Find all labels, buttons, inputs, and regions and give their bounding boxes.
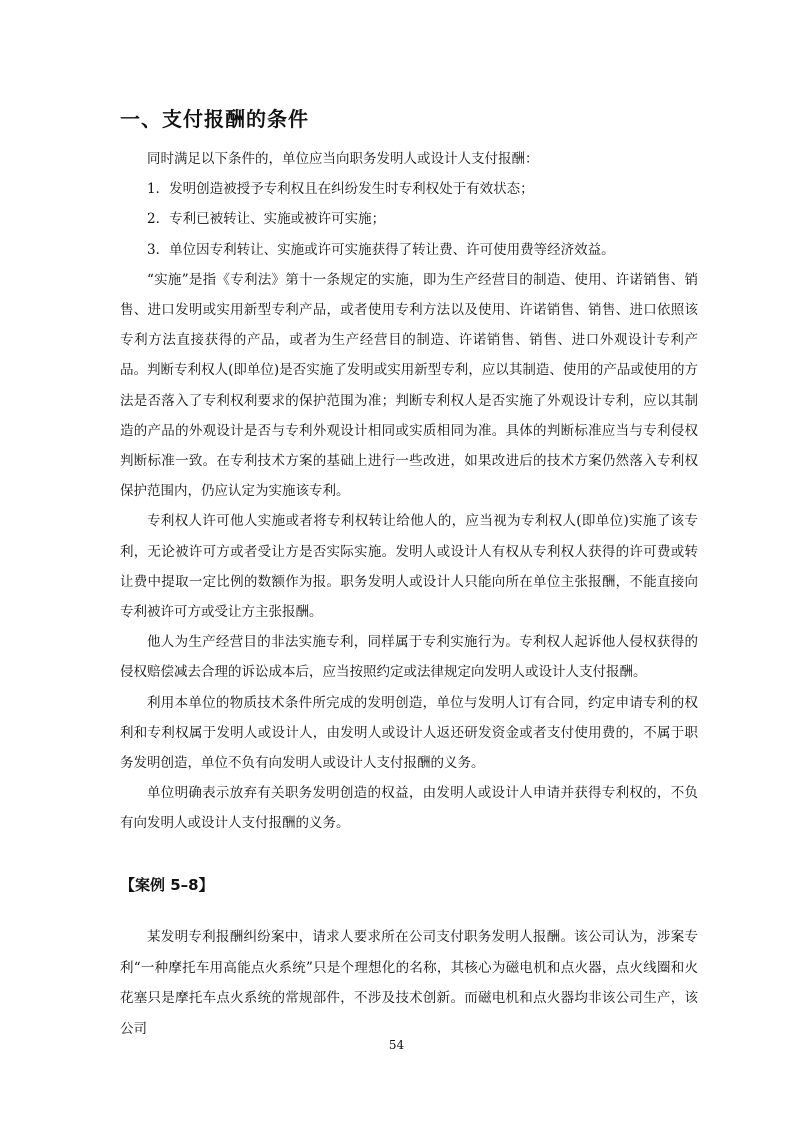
body-paragraph: 他人为生产经营目的非法实施专利，同样属于专利实施行为。专利权人起诉他人侵权获得的侵权赔偿减去合理的诉讼成本后，应当按照约定或法律规定向发明人或设计人支付报酬。 — [120, 634, 698, 681]
body-paragraph: 单位明确表示放弃有关职务发明创造的权益，由发明人或设计人申请并获得专利权的，不负有向发明人或设计人支付报酬的义务。 — [120, 785, 698, 832]
section-heading: 一、支付报酬的条件 — [120, 107, 309, 131]
body-paragraph: “实施”是指《专利法》第十一条规定的实施，即为生产经营目的制造、使用、许诺销售、销售、进口发明或实用新型专利产品，或者使用专利方法以及使用、许诺销售、销售、进口依照该专利方法直接获得的产品，或者为生产经营目的制造、许诺销售、销售、进口外观设计专利产品。判断专利权人(即单位)是否实施了发明或实用新型专利，应以其制造、使用的产品或使用的方法是否落入了专利权利要求的保护范围为准；判断专利权人是否实施了外观设计专利，应以其制造的产品的外观设计是否与专利外观设计相同或实质相同为准。具体的判断标准应当与专利侵权判断标准一致。在专利技术方案的基础上进行一些改进，如果改进后的技术方案仍然落入专利权保护范围内，仍应认定为实施该专利。 — [120, 271, 698, 500]
case-paragraph: 某发明专利报酬纠纷案中，请求人要求所在公司支付职务发明人报酬。该公司认为，涉案专利“一种摩托车用高能点火系统”只是个理想化的名称，其核心为磁电机和点火器，点火线圈和火花塞只是摩托车点火系统的常规部件，不涉及技术创新。而磁电机和点火器均非该公司生产，该公司 — [120, 929, 698, 1037]
intro-paragraph: 同时满足以下条件的，单位应当向职务发明人或设计人支付报酬： — [147, 151, 539, 167]
condition-item: 3．单位因专利转让、实施或许可实施获得了转让费、许可使用费等经济效益。 — [147, 241, 615, 258]
body-paragraph: 利用本单位的物质技术条件所完成的发明创造，单位与发明人订有合同，约定申请专利的权利和专利权属于发明人或设计人，由发明人或设计人返还研发资金或者支付使用费的，不属于职务发明创造，单位不负有向发明人或设计人支付报酬的义务。 — [120, 694, 698, 772]
page-number: 54 — [388, 1038, 405, 1052]
case-title: 【案例 5–8】 — [120, 876, 214, 894]
body-paragraph: 专利权人许可他人实施或者将专利权转让给他人的，应当视为专利权人(即单位)实施了该专利，无论被许可方或者受让方是否实际实施。发明人或设计人有权从专利权人获得的许可费或转让费中提取一定比例的数额作为报。职务发明人或设计人只能向所在单位主张报酬，不能直接向专利被许可方或受让方主张报酬。 — [120, 513, 698, 621]
section-body — [120, 144, 698, 839]
case-body — [120, 922, 698, 1044]
condition-item: 1．发明创造被授予专利权且在纠纷发生时专利权处于有效状态； — [147, 181, 534, 198]
condition-item: 2．专利已被转让、实施或被许可实施； — [147, 211, 386, 228]
